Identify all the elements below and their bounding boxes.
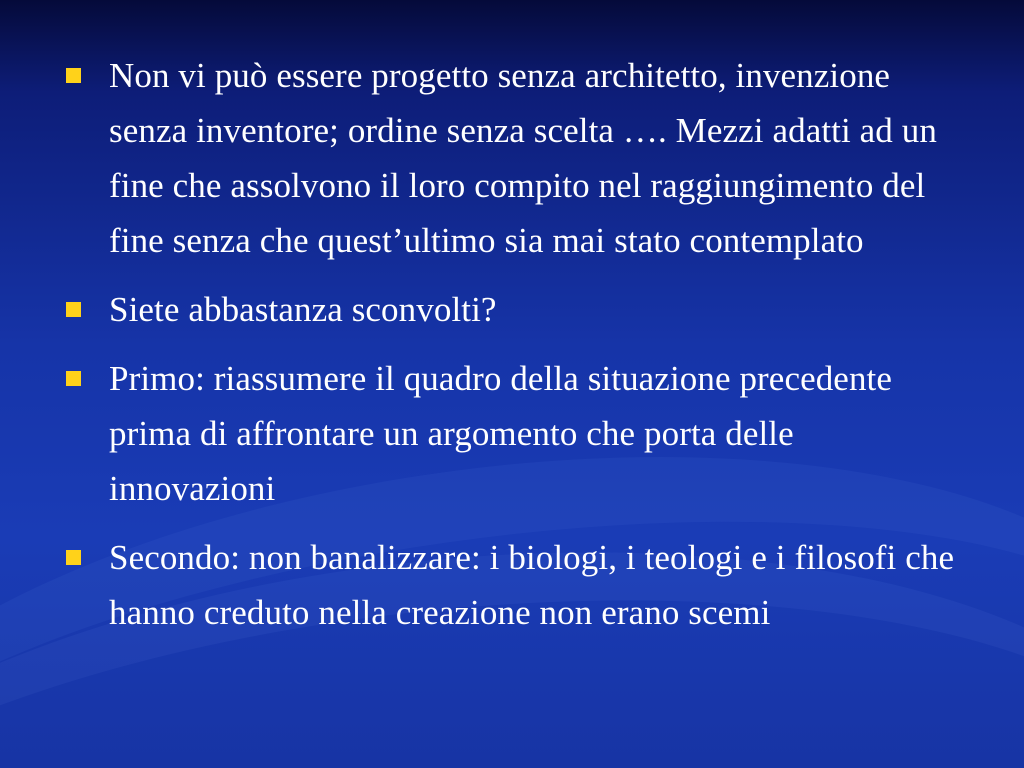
square-bullet-icon <box>66 68 81 83</box>
bullet-text: Secondo: non banalizzare: i biologi, i teologi e i filosofi che hanno creduto nella creazione non erano scemi <box>109 538 955 632</box>
bullet-item <box>58 530 968 640</box>
square-bullet-icon <box>66 550 81 565</box>
square-bullet-icon <box>66 371 81 386</box>
bullet-list <box>58 48 968 654</box>
bullet-text: Primo: riassumere il quadro della situazione precedente prima di affrontare un argomento che porta delle innovazioni <box>109 359 893 508</box>
bullet-text: Non vi può essere progetto senza architetto, invenzione senza inventore; ordine senza scelta …. Mezzi adatti ad un fine che assolvono il loro compito nel raggiungimento del fine senza che quest’ultimo sia mai stato contemplato <box>109 56 937 260</box>
bullet-item <box>58 351 968 516</box>
square-bullet-icon <box>66 302 81 317</box>
bullet-text: Siete abbastanza sconvolti? <box>109 290 497 329</box>
bullet-item <box>58 48 968 268</box>
bullet-item <box>58 282 968 337</box>
